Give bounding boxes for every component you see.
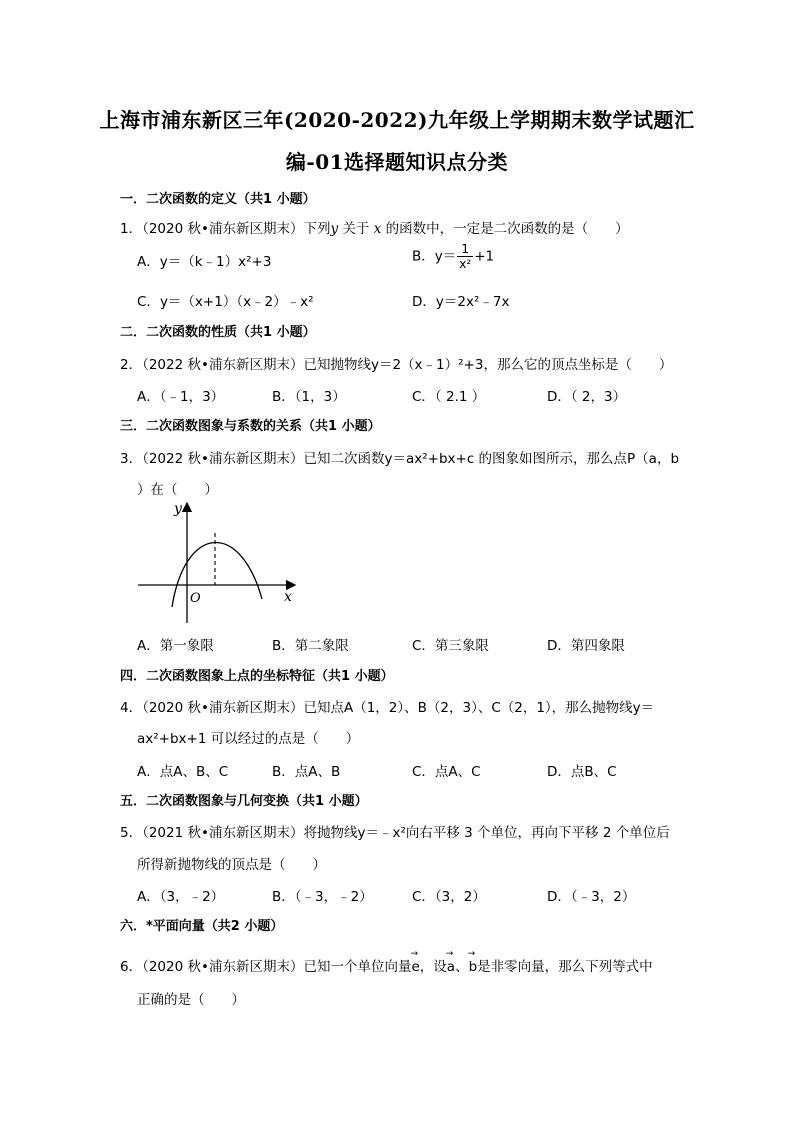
variable-x: x [373, 221, 382, 237]
document-title-line2: 编-01选择题知识点分类 [285, 150, 509, 174]
q5-option-c: C．（3，2） [412, 889, 486, 905]
q3-option-a: A．第一象限 [137, 638, 214, 654]
q4-option-a: A．点A、B、C [137, 764, 229, 780]
q2-option-b: B．（1，3） [272, 389, 346, 405]
parabola-curve [172, 543, 262, 607]
q2-option-a: A．（﹣1，3） [137, 389, 225, 405]
q1-option-a: A．y＝（k﹣1）x²+3 [137, 254, 272, 270]
q4-option-d: D．点B、C [547, 764, 617, 780]
question-3-continued: ）在（ ） [137, 482, 218, 498]
section-heading-4: 四．二次函数图象上点的坐标特征（共1 小题） [120, 669, 394, 684]
q2-option-d: D．（ 2，3） [547, 389, 627, 405]
q1-option-d: D．y＝2x²﹣7x [412, 294, 510, 310]
question-6: 6．（2020 秋•浦东新区期末）已知一个单位向量→ e，设→ a、→ b是非零向量，那么下列等式中 [120, 955, 653, 975]
question-5: 5．（2021 秋•浦东新区期末）将抛物线y＝﹣x²向右平移 3 个单位，再向下平移 2 个单位后 [120, 825, 670, 841]
q5-option-b: B．（﹣3，﹣2） [272, 889, 373, 905]
q1-option-b: B．y＝ $\frac{1}{\text{x²}}$ +1 [412, 242, 495, 271]
fraction: $\frac{1}{\text{x²}}$ [459, 242, 472, 271]
question-2: 2．（2022 秋•浦东新区期末）已知抛物线y＝2（x﹣1）²+3，那么它的顶点坐标是（ ） [120, 357, 673, 373]
section-heading-6: 六．*平面向量（共2 小题） [120, 919, 284, 934]
q2-option-c: C．（ 2.1 ） [412, 389, 486, 405]
question-source: （2020 秋•浦东新区期末） [142, 221, 304, 237]
question-5-continued: 所得新抛物线的顶点是（ ） [137, 857, 326, 873]
q3-option-c: C．第三象限 [412, 638, 489, 654]
q5-option-a: A．（3，﹣2） [137, 889, 225, 905]
origin-label: O [190, 591, 201, 606]
q4-option-c: C．点A、C [412, 764, 481, 780]
q3-option-d: D．第四象限 [547, 638, 625, 654]
section-heading-5: 五．二次函数图象与几何变换（共1 小题） [120, 794, 368, 809]
document-title-line1: 上海市浦东新区三年(2020-2022)九年级上学期期末数学试题汇 [99, 108, 695, 132]
question-6-continued: 正确的是（ ） [137, 992, 245, 1008]
section-heading-3: 三．二次函数图象与系数的关系（共1 小题） [120, 419, 381, 434]
variable-y: y [330, 221, 339, 237]
question-text: 的函数中，一定是二次函数的是（ ） [381, 221, 629, 237]
section-heading-2: 二．二次函数的性质（共1 小题） [120, 325, 316, 340]
vector-e: → e [411, 959, 419, 975]
question-4: 4．（2020 秋•浦东新区期末）已知点A（1，2）、B（2，3）、C（2，1），那么抛物线y＝ [120, 700, 655, 716]
question-4-continued: ax²+bx+1 可以经过的点是（ ） [137, 731, 360, 747]
q3-option-b: B．第二象限 [272, 638, 349, 654]
y-axis-label: y [174, 501, 182, 517]
vector-b: → b [469, 959, 478, 975]
parabola-graph [130, 495, 310, 630]
q5-option-d: D．（﹣3，2） [547, 889, 636, 905]
x-axis-label: x [284, 589, 292, 605]
q1-option-c: C．y＝（x+1）（x﹣2）﹣x² [137, 294, 314, 310]
question-3: 3．（2022 秋•浦东新区期末）已知二次函数y＝ax²+bx+c 的图象如图所示，那么点P（a，b [120, 451, 680, 467]
question-text: 下列 [303, 221, 331, 237]
question-text: 关于 [338, 221, 374, 237]
section-heading-1: 一．二次函数的定义（共1 小题） [120, 192, 316, 207]
question-1 [120, 217, 629, 237]
vector-a: → a [447, 959, 455, 975]
q4-option-b: B．点A、B [272, 764, 341, 780]
question-number: 1． [120, 221, 143, 237]
